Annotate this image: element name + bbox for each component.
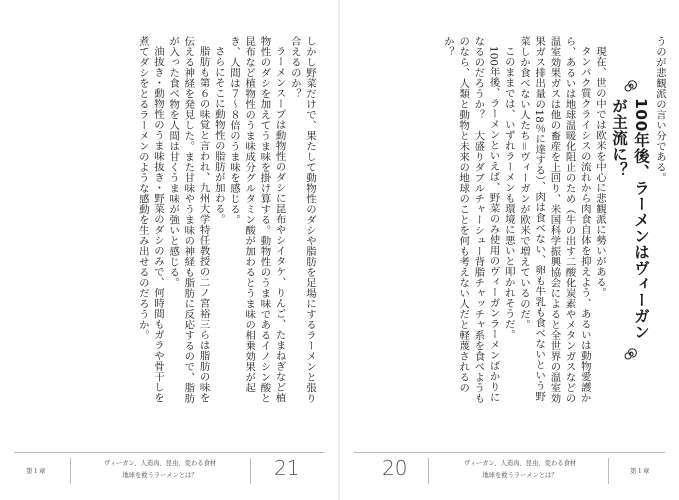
lead-text: うのが悲観派の言い分である。 xyxy=(654,36,666,183)
left-footer xyxy=(0,452,339,486)
paragraph: さらにそこに動物性の脂肪が加わる。 xyxy=(212,46,225,225)
page-number: 21 xyxy=(274,456,300,480)
right-footer xyxy=(340,452,679,486)
chapter-label: 第１章 xyxy=(630,467,650,475)
spiral-icon xyxy=(622,80,638,92)
right-body-text xyxy=(382,36,607,406)
left-body-text xyxy=(17,36,317,406)
left-page xyxy=(0,0,339,500)
right-page xyxy=(340,0,679,500)
heading-text: 100年後、ラーメンはヴィーガンが主流に？ xyxy=(610,98,650,340)
paragraph: 現在、世の中では欧米を中心に悲観派に勢いがある。 xyxy=(594,46,606,299)
paragraph: このままでは、いずれラーメンも環境に悪いと叩かれそうだ。 xyxy=(502,46,515,341)
paragraph: しかし野菜だけで、果たして動物性のダシや脂肪を足場にするラーメンと張り合えるのか？ xyxy=(288,36,316,404)
paragraph: タンパク質クライシスの流れから肉食自体を抑えよう、あるいは動物愛護から、あるいは地球温暖化阻止のため（牛の出す二酸化炭素やメタンガスなどの温室効果ガスは他の畜産を上回り、米国科学振興協会によると全世界の温室効果ガス排出量の18％に達する）、肉は食べない、卵も牛乳も食べないという野菜しか食べない人たち＝ヴィーガンが欧米で増えているのだ。 xyxy=(517,36,591,404)
paragraph: ラーメンスープは動物性のダシに昆布やシイタケ、りんご、たまねぎなど植物性のダシを加えてうま味を掛け算する。動物性のうま味であるイノシン酸と昆布など植物性のうま味成分グルタミン酸が加わるとうま味の相乗効果が起き、人間は７〜８倍のうま味を感じる。 xyxy=(227,36,286,404)
footer-subtitle: ヴィーガン、人造肉、昆虫、変わる食材 地球を救うラーメンとは？ xyxy=(463,460,577,479)
section-heading xyxy=(610,80,650,360)
paragraph: 脂肪も第６の味覚と言われ、九州大学特任教授の二ノ宮裕三らは脂肪の味を伝える神経を発見した。また甘味やうま味の神経も脂肪に反応するので、脂肪が入った食べ物を人間は甘くうま味が強いと感じる。 xyxy=(167,36,210,404)
paragraph: 100年後、ラーメンといえば、野菜のみ使用のヴィーガンラーメンばかりになるのだろうか？ 大盛りダブルチャーシュー背脂チャッチャ系を食べようものなら、人類と動物と未来の地球のことを何も考えない人だと軽蔑されるのか？ xyxy=(441,36,500,404)
footer-subtitle: ヴィーガン、人造肉、昆虫、変わる食材 地球を救うラーメンとは？ xyxy=(103,460,217,479)
chapter-label: 第１章 xyxy=(26,467,46,475)
page-number: 20 xyxy=(382,456,408,480)
paragraph: 油抜き・動物性のうま味抜き・野菜のダシのみで、何時間もガラや骨干しを煮てダシをとるラーメンのような感動を生み出せるのだろうか。 xyxy=(136,36,164,404)
spiral-icon xyxy=(622,348,638,360)
